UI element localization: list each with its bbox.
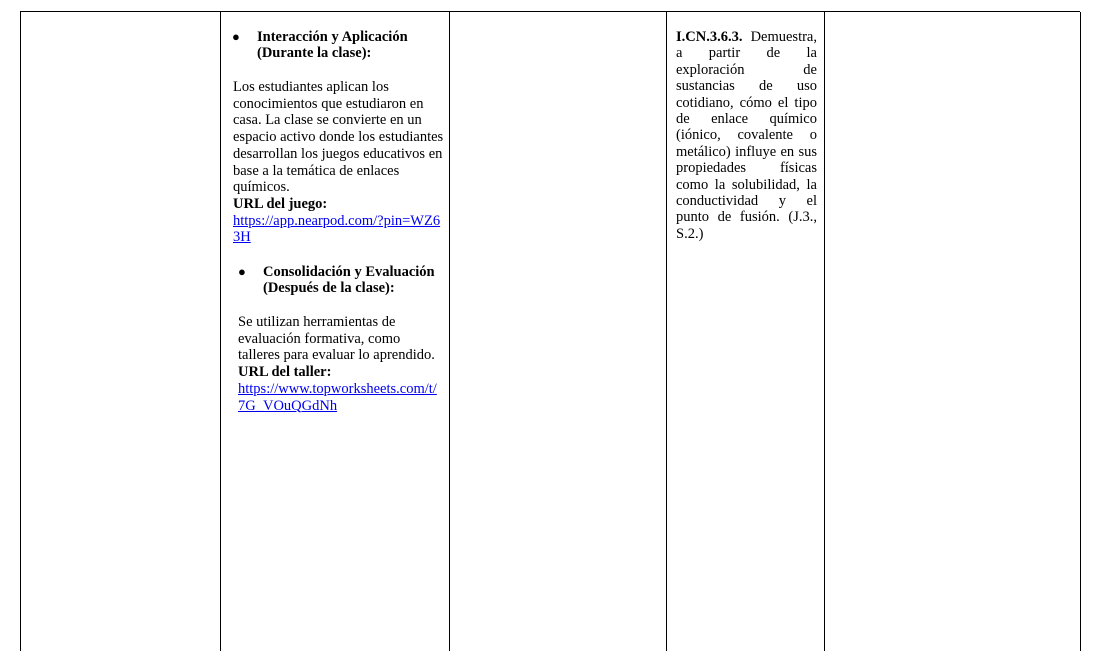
table-column-5 [824, 12, 1081, 651]
section-heading: Consolidación y Evaluación (Después de la clase): [263, 264, 435, 296]
indicator-text: I.CN.3.6.3. Demuestra, a partir de la exploración de sustancias de uso cotidiano, cómo el tipo de enlace químico (iónico, covalente o metálico) influye en sus propiedades físicas como la solubilidad, la conductividad y el punto de fusión. (J.3., S.2.) [676, 29, 817, 242]
url-label: URL del juego: [233, 195, 328, 212]
url-label: URL del taller: [238, 364, 332, 381]
game-url-link[interactable]: https://app.nearpod.com/?pin=WZ6 3H [233, 212, 441, 246]
bullet-icon: ● [232, 29, 240, 44]
table-column-1 [21, 12, 221, 651]
worksheet-url-link[interactable]: https://www.topworksheets.com/t/ 7G_VOuQGdNh [238, 380, 437, 414]
section-body: Se utilizan herramientas de evaluación formativa, como talleres para evaluar lo aprendido. URL del taller: https://www.topworksheets.com/t/ 7G_VOuQGdNh [238, 314, 448, 414]
lesson-plan-table [20, 11, 1080, 651]
section-heading: Interacción y Aplicación (Durante la clase): [257, 29, 408, 61]
bullet-icon: ● [238, 264, 246, 279]
table-column-3 [449, 12, 667, 651]
activities-column [220, 12, 450, 651]
section-body: Los estudiantes aplican los conocimientos que estudiaron en casa. La clase se convierte en un espacio activo donde los estudiantes desarrollan los juegos educativos en base a la temática de enlaces químicos. URL del juego: https://app.nearpod.com/?pin=WZ6 3H [233, 79, 449, 246]
indicator-column [666, 12, 825, 651]
indicator-code: I.CN.3.6.3. [676, 29, 743, 45]
